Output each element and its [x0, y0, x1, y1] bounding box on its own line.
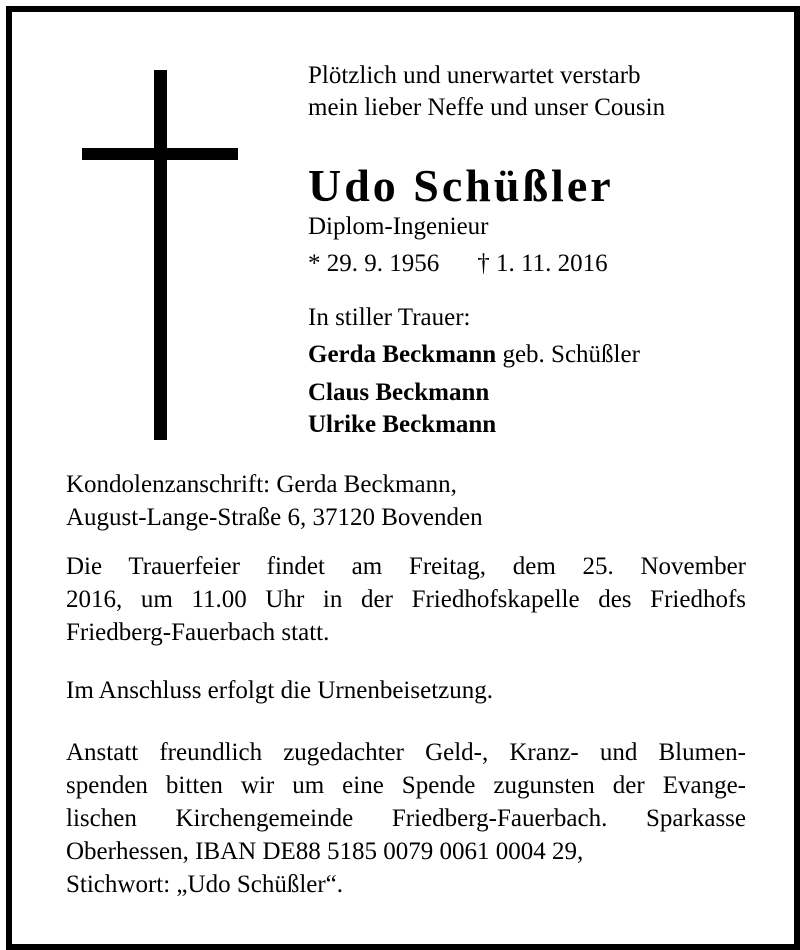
mourner	[308, 339, 640, 371]
funeral-line: 2016, um 11.00 Uhr in der Friedhofskapelle des Friedhofs	[66, 586, 746, 613]
address-line: August-Lange-Straße 6, 37120 Bovenden	[66, 504, 483, 531]
death-date: † 1. 11. 2016	[477, 250, 608, 277]
funeral-line: Die Trauerfeier findet am Freitag, dem 25. November	[66, 553, 746, 580]
address-line: Kondolenzanschrift: Gerda Beckmann,	[66, 471, 457, 498]
cross-icon-bar	[82, 148, 238, 160]
mourner-name: Claus Beckmann	[308, 379, 490, 406]
donation-line: Anstatt freundlich zugedachter Geld-, Kranz- und Blumen-	[66, 739, 746, 766]
donation-line: lischen Kirchengemeinde Friedberg-Fauerbach. Sparkasse	[66, 805, 746, 832]
deceased-title: Diplom-Ingenieur	[308, 213, 489, 240]
funeral-line: Friedberg-Fauerbach statt.	[66, 619, 330, 646]
birth-date: * 29. 9. 1956	[308, 250, 440, 277]
mourning-label: In stiller Trauer:	[308, 304, 471, 331]
intro-text	[308, 60, 665, 124]
mourner-note: geb. Schüßler	[496, 341, 640, 368]
obituary-notice	[6, 6, 800, 950]
donation-line: Oberhessen, IBAN DE88 5185 0079 0061 0004 29,	[66, 838, 584, 865]
urn-burial: Im Anschluss erfolgt die Urnenbeisetzung.	[66, 677, 493, 704]
deceased-name: Udo Schüßler	[308, 160, 614, 211]
donation-line: Stichwort: „Udo Schüßler“.	[66, 871, 344, 898]
life-dates	[308, 248, 608, 280]
intro-line: mein lieber Neffe und unser Cousin	[308, 94, 666, 121]
donation-request	[66, 736, 746, 901]
funeral-info	[66, 550, 746, 649]
mourner-name: Ulrike Beckmann	[308, 411, 497, 438]
mourner-name: Gerda Beckmann	[308, 341, 497, 368]
intro-line: Plötzlich und unerwartet verstarb	[308, 62, 641, 89]
donation-line: spenden bitten wir um eine Spende zugunsten der Evange-	[66, 772, 746, 799]
condolence-address	[66, 468, 746, 534]
cross-icon	[154, 70, 167, 440]
